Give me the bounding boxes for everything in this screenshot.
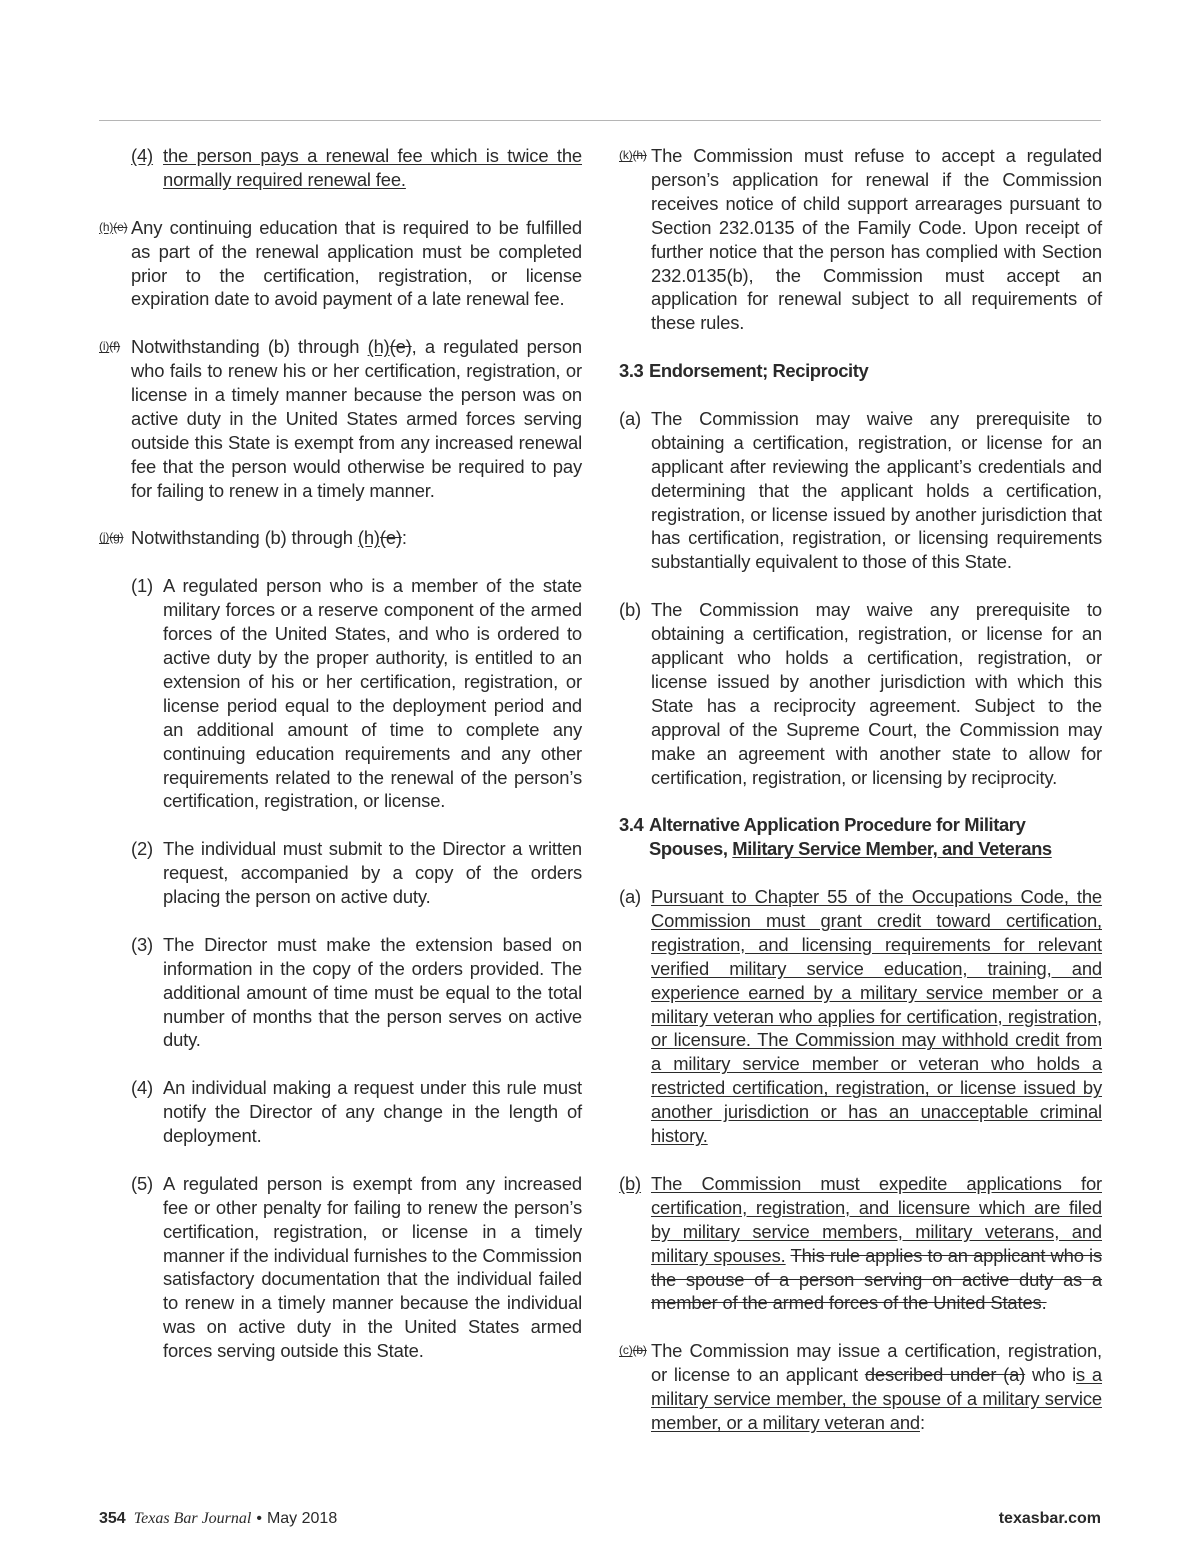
item-text: An individual making a request under this rule must notify the Director of any change in the length of deployment. — [163, 1077, 582, 1147]
paragraph-marker: (k)(h) — [619, 148, 647, 162]
list-item — [99, 574, 582, 813]
item-number: (3) — [131, 933, 154, 955]
paragraph-j — [99, 526, 582, 550]
paragraph-3-4-c — [619, 1339, 1102, 1435]
paragraph-text: The Commission may issue a certification, registration, or license to an applicant described under (a) who is a military service member, the spouse of a military service member, or a military veteran and: — [651, 1340, 1102, 1433]
paragraph-marker: (b) — [619, 1172, 642, 1194]
paragraph-marker: (b) — [619, 599, 642, 621]
section-title: Alternative Application Procedure for Military Spouses, Military Service Member, and Veterans — [649, 814, 1052, 860]
item-number: (4) — [131, 1077, 154, 1099]
right-column — [619, 144, 1102, 1459]
paragraph-3-3-b — [619, 598, 1102, 789]
bullet-separator: • — [256, 1510, 262, 1527]
item-number: (1) — [131, 575, 154, 597]
issue-date: May 2018 — [266, 1510, 338, 1527]
paragraph-marker: (i)(f) — [99, 339, 121, 354]
footer-left — [99, 1510, 337, 1528]
section-heading-3-4 — [619, 813, 1102, 861]
paragraph-text: The Commission may waive any prerequisite to obtaining a certification, registration, or license for an applicant after reviewing the applicant’s credentials and determining that the applicant holds a certification, registration, or license issued by another jurisdiction that has certification, registration, or licensing requirements substantially equivalent to those of this State. — [651, 407, 1102, 573]
paragraph-text: Notwithstanding (b) through (h)(e), a regulated person who fails to renew his or her certification, registration, or license in a timely manner because the person was on active duty in the United States armed forces serving outside this State is exempt from any increased renewal fee that the person would otherwise be required to pay for failing to renew in a timely manner. — [131, 336, 582, 501]
list-item — [99, 1076, 582, 1148]
paragraph-3-4-a — [619, 885, 1102, 1148]
paragraph-text: The Commission must expedite applications for certification, registration, and licensure which are filed by military service members, military veterans, and military spouses. This rule applies to an applicant who is the spouse of a person serving on active duty as a member of the armed forces of the United States. — [651, 1172, 1102, 1314]
paragraph-text: Notwithstanding (b) through (h)(e): — [131, 527, 407, 549]
left-column — [99, 144, 582, 1387]
item-number: (4) — [131, 145, 154, 166]
item-text: The individual must submit to the Director a written request, accompanied by a copy of the orders placing the person on active duty. — [163, 838, 582, 908]
page-number: 354 — [99, 1510, 126, 1527]
item-number: (5) — [131, 1172, 154, 1194]
item-text: The Director must make the extension based on information in the copy of the orders provided. The additional amount of time must be equal to the total number of months that the person serves on active duty. — [163, 933, 582, 1051]
site-link[interactable]: texasbar.com — [998, 1510, 1101, 1527]
page-footer — [99, 1510, 1101, 1534]
item-text: A regulated person who is a member of the state military forces or a reserve component of the armed forces of the United States, and who is ordered to active duty by the proper authority, is entitled to an extension of his or her certification, registration, or license period equal to the deployment period and an additional amount of time to complete any continuing education requirements and any other requirements related to the renewal of the person’s certification, registration, or license. — [163, 575, 582, 812]
paragraph-h — [99, 216, 582, 312]
item-number: (2) — [131, 838, 154, 860]
paragraph-marker: (a) — [619, 886, 642, 908]
paragraph-text: The Commission must refuse to accept a regulated person’s application for renewal if the Commission receives notice of child support arrearages pursuant to Section 232.0135 of the Family Code. Upon receipt of further notice that the person has complied with Section 232.0135(b), the Commission must accept an application for renewal subject to all requirements of these rules. — [651, 145, 1102, 334]
list-item — [99, 1172, 582, 1363]
header-rule — [99, 120, 1101, 121]
list-item — [99, 837, 582, 909]
paragraph-text: Any continuing education that is required to be fulfilled as part of the renewal application must be completed prior to the certification, registration, or license expiration date to avoid payment of a late renewal fee. — [131, 216, 582, 310]
item-text: the person pays a renewal fee which is twice the normally required renewal fee. — [163, 145, 582, 190]
paragraph-text: Pursuant to Chapter 55 of the Occupations Code, the Commission must grant credit toward certification, registration, and licensing requirements for relevant verified military service education, training, and experience earned by a military service member or a military veteran who applies for certification, registration, or licensure. The Commission may withhold credit from a military service member or veteran who holds a restricted certification, registration, or license issued by another jurisdiction or has an unacceptable criminal history. — [651, 886, 1102, 1147]
section-heading-3-3 — [619, 359, 1102, 383]
journal-name: Texas Bar Journal — [133, 1510, 252, 1527]
paragraph-3-3-a — [619, 407, 1102, 574]
section-number: 3.3 — [619, 360, 644, 382]
paragraph-marker: (j)(g) — [99, 530, 124, 545]
renewal-item-4 — [99, 144, 582, 192]
paragraph-3-4-b — [619, 1172, 1102, 1315]
list-item — [99, 933, 582, 1053]
paragraph-k — [619, 144, 1102, 335]
section-title: Endorsement; Reciprocity — [649, 360, 869, 382]
section-number: 3.4 — [619, 814, 644, 836]
paragraph-text: The Commission may waive any prerequisite to obtaining a certification, registration, or license for an applicant who holds a certification, registration, or license issued by another jurisdiction with which this State has a reciprocity agreement. Subject to the approval of the Supreme Court, the Commission may make an agreement with another state to allow for certification, registration, or licensing by reciprocity. — [651, 599, 1102, 788]
paragraph-marker: (c)(b) — [619, 1343, 647, 1358]
item-text: A regulated person is exempt from any increased fee or other penalty for failing to renew the person’s certification, registration, or license in a timely manner if the individual furnishes to the Commission satisfactory documentation that the individual failed to renew in a timely manner because the individual was on active duty in the United States armed forces serving outside this State. — [163, 1172, 582, 1362]
paragraph-marker: (h)(e) — [99, 219, 128, 234]
paragraph-marker: (a) — [619, 407, 642, 429]
paragraph-i — [99, 335, 582, 502]
